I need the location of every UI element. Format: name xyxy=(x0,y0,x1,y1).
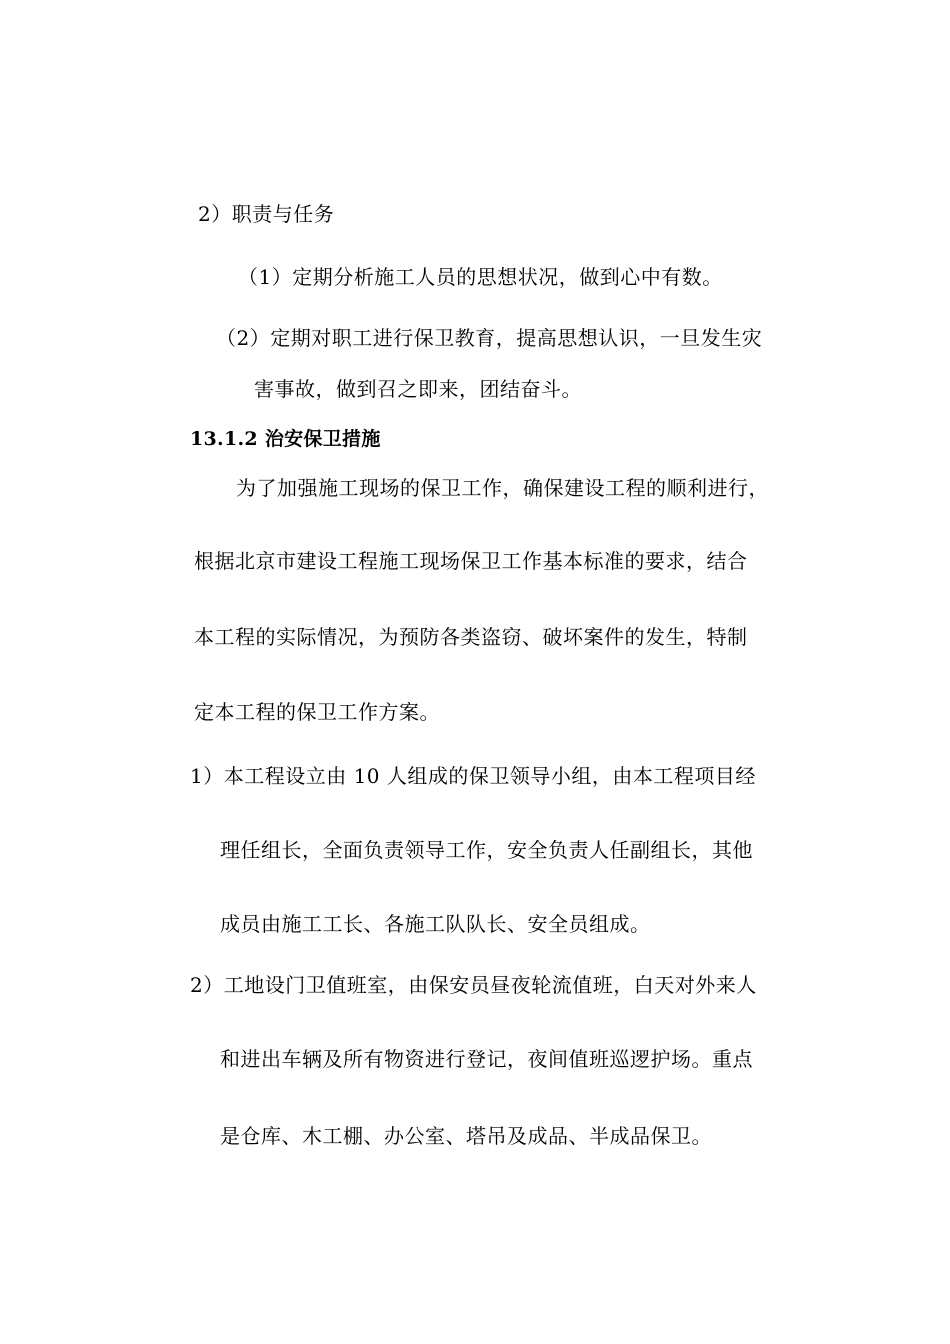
intro-line-3: 本工程的实际情况，为预防各类盗窃、破坏案件的发生，特制 xyxy=(194,625,748,649)
measure-2-line-2: 和进出车辆及所有物资进行登记，夜间值班巡逻护场。重点 xyxy=(220,1047,753,1071)
section-heading: 13.1.2 治安保卫措施 xyxy=(190,428,381,450)
measure-1-line-2: 理任组长，全面负责领导工作，安全负责人任副组长，其他 xyxy=(220,838,753,862)
measure-2-line-1: 2）工地设门卫值班室，由保安员昼夜轮流值班，白天对外来人 xyxy=(190,973,757,997)
intro-line-1: 为了加强施工现场的保卫工作，确保建设工程的顺利进行， xyxy=(236,476,769,500)
duties-item-2-line-2: 害事故，做到召之即来，团结奋斗。 xyxy=(254,377,582,401)
duties-item-1-line-1: （1）定期分析施工人员的思想状况，做到心中有数。 xyxy=(238,265,723,289)
intro-line-2: 根据北京市建设工程施工现场保卫工作基本标准的要求，结合 xyxy=(194,549,748,573)
measure-1-line-1: 1）本工程设立由 10 人组成的保卫领导小组，由本工程项目经 xyxy=(190,764,756,788)
duties-item-2-line-1: （2）定期对职工进行保卫教育，提高思想认识，一旦发生灾 xyxy=(216,326,763,350)
measure-1-line-3: 成员由施工工长、各施工队队长、安全员组成。 xyxy=(220,912,651,936)
intro-line-4: 定本工程的保卫工作方案。 xyxy=(194,700,440,724)
duties-heading: 2）职责与任务 xyxy=(198,202,335,226)
measure-2-line-3: 是仓库、木工棚、办公室、塔吊及成品、半成品保卫。 xyxy=(220,1124,712,1148)
